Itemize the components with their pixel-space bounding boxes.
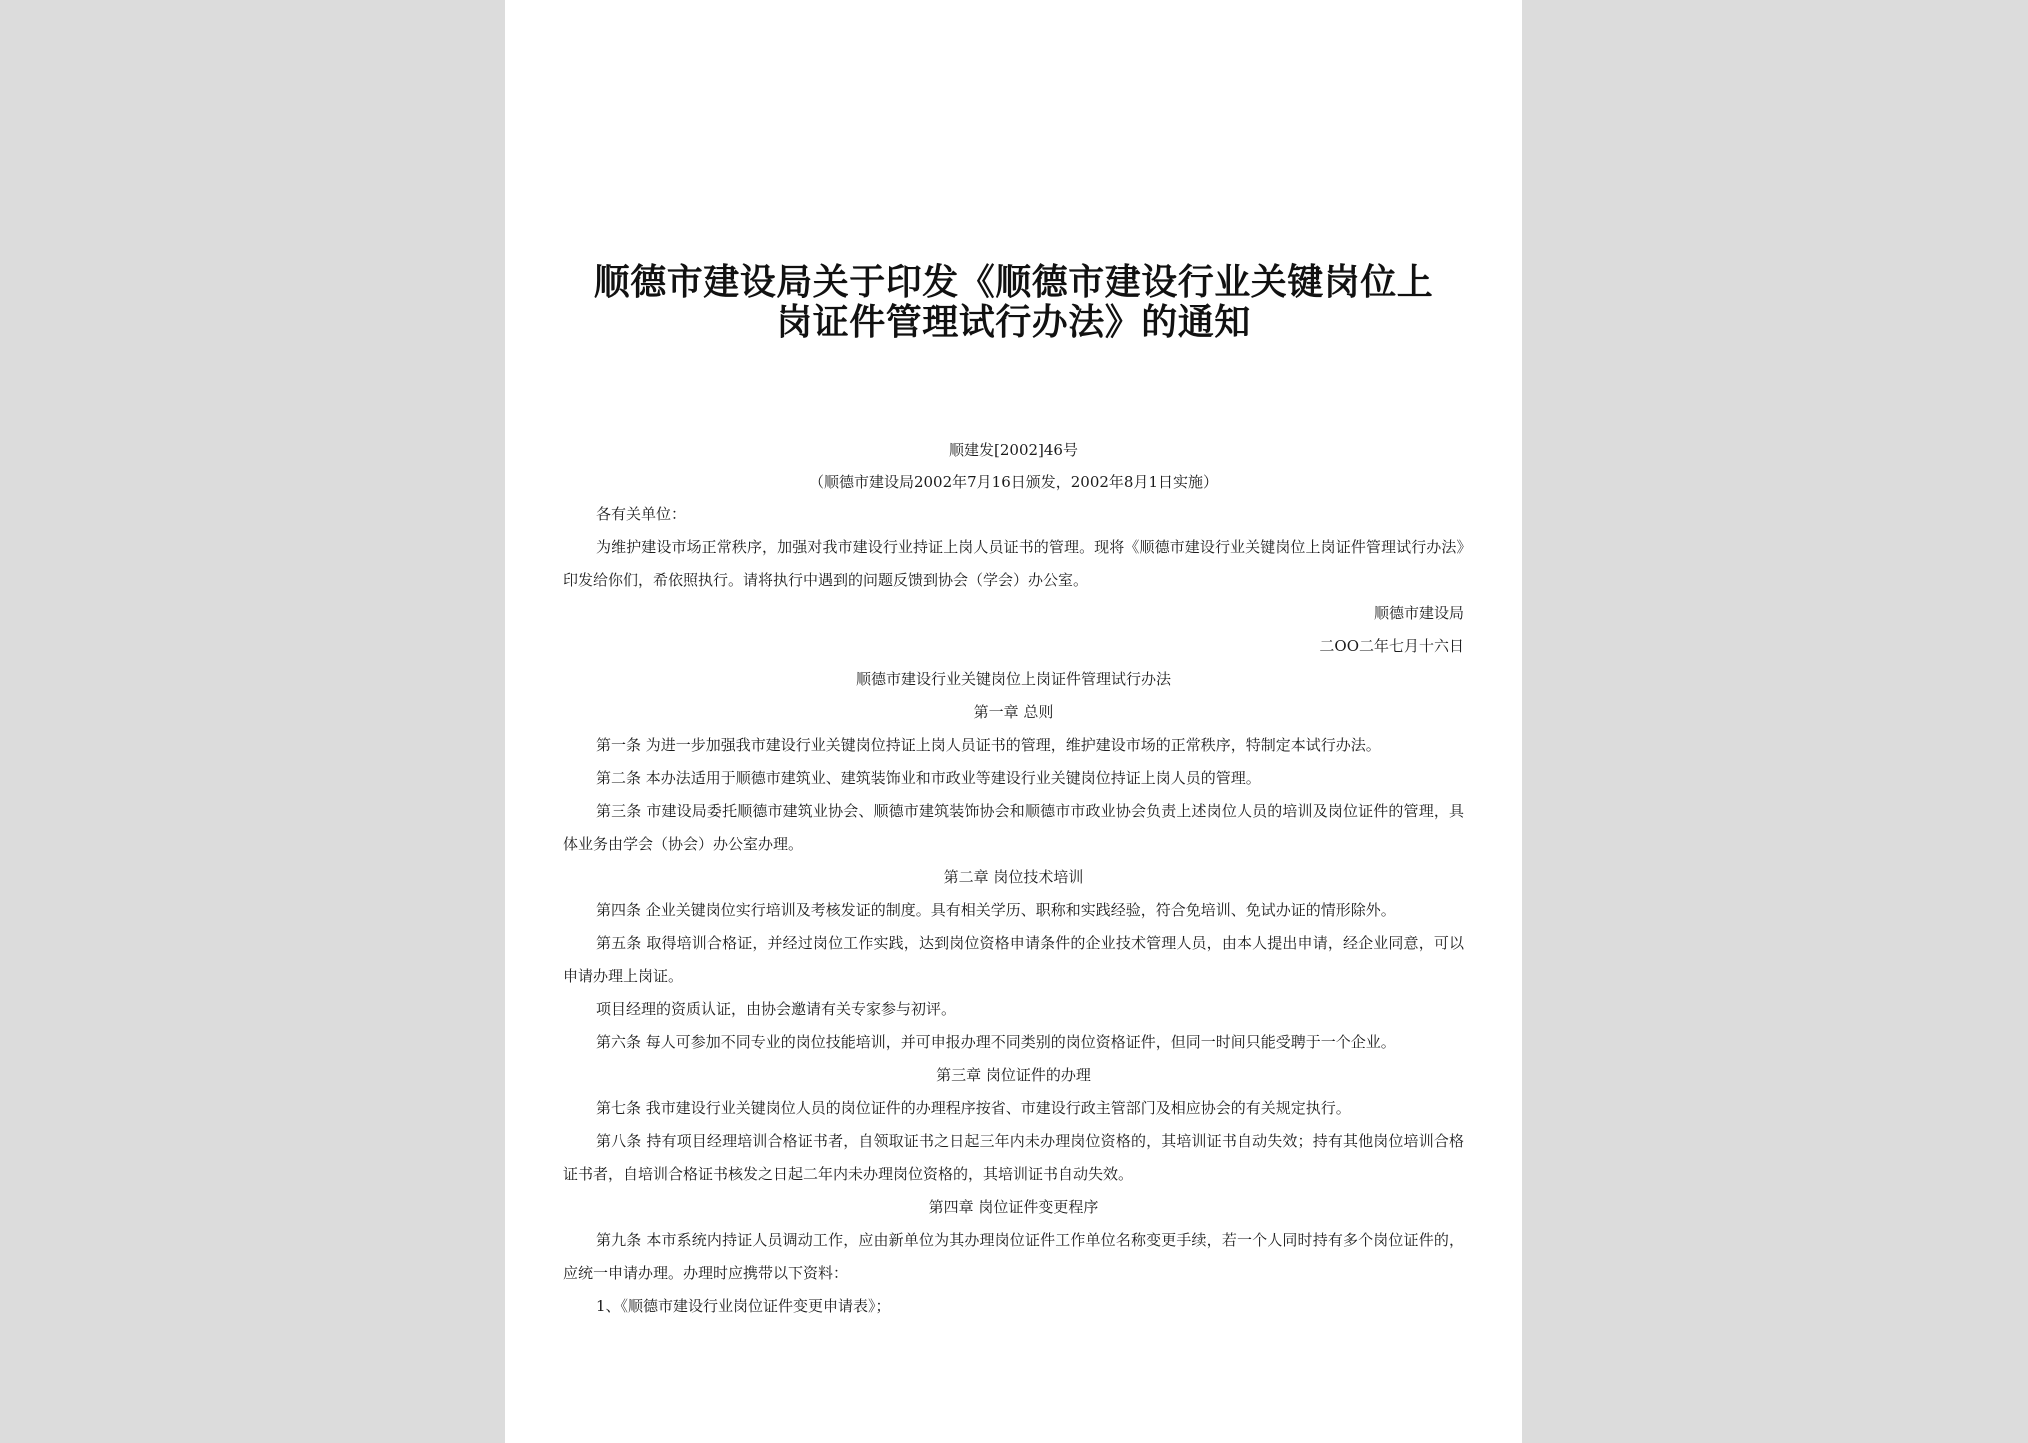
article: 第四条 企业关键岗位实行培训及考核发证的制度。具有相关学历、职称和实践经验，符合免培训、免试办证的情形除外。 bbox=[596, 901, 1396, 919]
article: 第七条 我市建设行业关键岗位人员的岗位证件的办理程序按省、市建设行政主管部门及相应协会的有关规定执行。 bbox=[596, 1099, 1351, 1117]
article: 第一条 为进一步加强我市建设行业关键岗位持证上岗人员证书的管理，维护建设市场的正常秩序，特制定本试行办法。 bbox=[596, 736, 1381, 754]
issue-info: （顺德市建设局2002年7月16日颁发，2002年8月1日实施） bbox=[808, 473, 1219, 491]
article: 第九条 本市系统内持证人员调动工作，应由新单位为其办理岗位证件工作单位名称变更手续，若一个人同时持有多个岗位证件的，应统一申请办理。办理时应携带以下资料： bbox=[563, 1231, 1464, 1282]
article: 第五条 取得培训合格证，并经过岗位工作实践，达到岗位资格申请条件的企业技术管理人员，由本人提出申请，经企业同意，可以申请办理上岗证。 bbox=[563, 934, 1464, 985]
measures-title: 顺德市建设行业关键岗位上岗证件管理试行办法 bbox=[855, 670, 1171, 688]
signer: 顺德市建设局 bbox=[1373, 604, 1464, 622]
document-number: 顺建发[2002]46号 bbox=[949, 441, 1078, 459]
document-body bbox=[563, 498, 1464, 1323]
article: 第二条 本办法适用于顺德市建筑业、建筑装饰业和市政业等建设行业关键岗位持证上岗人员的管理。 bbox=[596, 769, 1261, 787]
article: 第八条 持有项目经理培训合格证书者，自领取证书之日起三年内未办理岗位资格的，其培训证书自动失效；持有其他岗位培训合格证书者，自培训合格证书核发之日起二年内未办理岗位资格的，其培训证书自动失效。 bbox=[563, 1132, 1464, 1183]
title-line-2: 岗证件管理试行办法》的通知 bbox=[776, 301, 1251, 343]
chapter-heading: 第二章 岗位技术培训 bbox=[943, 868, 1084, 886]
document-title bbox=[563, 262, 1464, 342]
chapter-heading: 第一章 总则 bbox=[973, 703, 1054, 721]
document-page bbox=[505, 0, 1522, 1443]
article: 项目经理的资质认证，由协会邀请有关专家参与初评。 bbox=[596, 1000, 957, 1018]
intro-paragraph: 为维护建设市场正常秩序，加强对我市建设行业持证上岗人员证书的管理。现将《顺德市建设行业关键岗位上岗证件管理试行办法》印发给你们，希依照执行。请将执行中遇到的问题反馈到协会（学会）办公室。 bbox=[563, 538, 1464, 589]
article: 第六条 每人可参加不同专业的岗位技能培训，并可申报办理不同类别的岗位资格证件，但同一时间只能受聘于一个企业。 bbox=[596, 1033, 1396, 1051]
salutation: 各有关单位： bbox=[596, 505, 687, 523]
title-line-1: 顺德市建设局关于印发《顺德市建设行业关键岗位上 bbox=[593, 261, 1434, 303]
sign-date: 二OO二年七月十六日 bbox=[1319, 637, 1464, 655]
article: 第三条 市建设局委托顺德市建筑业协会、顺德市建筑装饰协会和顺德市市政业协会负责上述岗位人员的培训及岗位证件的管理，具体业务由学会（协会）办公室办理。 bbox=[563, 802, 1464, 853]
chapter-heading: 第三章 岗位证件的办理 bbox=[936, 1066, 1091, 1084]
list-item: 1、《顺德市建设行业岗位证件变更申请表》； bbox=[596, 1297, 891, 1315]
chapter-heading: 第四章 岗位证件变更程序 bbox=[928, 1198, 1099, 1216]
